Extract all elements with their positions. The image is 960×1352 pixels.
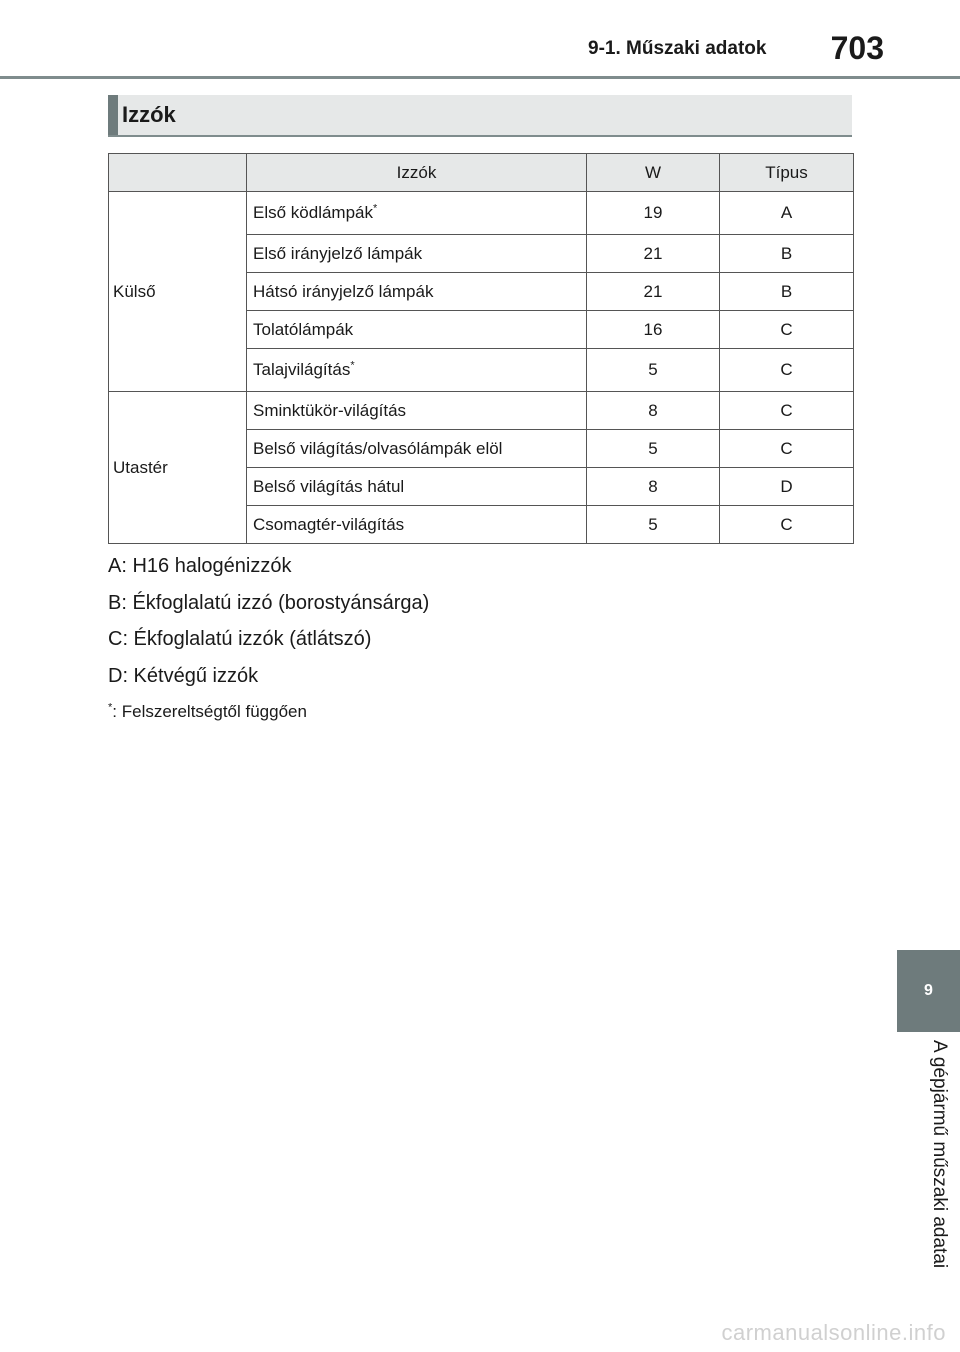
page-number: 703 <box>830 30 884 66</box>
bulb-watt: 5 <box>587 349 720 392</box>
column-header: Típus <box>720 154 854 192</box>
footnote-mark: * <box>108 701 113 714</box>
chapter-tab: 9 <box>897 950 960 1032</box>
footnote <box>108 698 429 735</box>
bulbs-table <box>108 153 854 544</box>
footnote-text: : Felszereltségtől függően <box>112 702 307 721</box>
bulb-watt: 8 <box>587 392 720 430</box>
bulb-type: C <box>720 430 854 468</box>
bulb-name: Belső világítás/olvasólámpák elöl <box>247 430 587 468</box>
table-header-row <box>109 154 854 192</box>
chapter-tab-label: A gépjármű műszaki adatai <box>929 1040 950 1269</box>
section-heading-title: Izzók <box>122 102 176 127</box>
section-title: 9-1. Műszaki adatok <box>588 38 767 59</box>
bulb-type: D <box>720 468 854 506</box>
legend-note: B: Ékfoglalatú izzó (borostyánsárga) <box>108 591 430 614</box>
bulb-name: Hátsó irányjelző lámpák <box>247 273 587 311</box>
table-row <box>109 192 854 235</box>
legend-note: C: Ékfoglalatú izzók (átlátszó) <box>108 628 372 650</box>
bulb-name: Első ködlámpák* <box>247 192 587 235</box>
column-header <box>109 154 247 192</box>
bulb-name: Sminktükör-világítás <box>247 392 587 430</box>
bulb-watt: 21 <box>587 235 720 273</box>
bulb-watt: 5 <box>587 430 720 468</box>
table-row <box>109 392 854 430</box>
footnote-mark: * <box>373 202 378 215</box>
legend-note: D: Kétvégű izzók <box>108 664 259 687</box>
bulb-name: Csomagtér-világítás <box>247 506 587 544</box>
bulb-name: Belső világítás hátul <box>247 468 587 506</box>
legend-notes <box>108 552 429 735</box>
bulb-watt: 8 <box>587 468 720 506</box>
bulb-watt: 5 <box>587 506 720 544</box>
bulb-watt: 16 <box>587 311 720 349</box>
bulb-type: C <box>720 311 854 349</box>
bulb-type: C <box>720 506 854 544</box>
bulb-type: C <box>720 349 854 392</box>
column-header: Izzók <box>247 154 587 192</box>
group-label: Külső <box>109 192 247 392</box>
bulb-name: Első irányjelző lámpák <box>247 235 587 273</box>
header-divider <box>0 76 960 79</box>
bulb-watt: 21 <box>587 273 720 311</box>
group-label: Utastér <box>109 392 247 544</box>
bulb-watt: 19 <box>587 192 720 235</box>
bulb-type: B <box>720 273 854 311</box>
section-heading <box>108 95 852 137</box>
section-heading-bar <box>108 95 118 135</box>
footnote-mark: * <box>350 359 355 372</box>
bulb-type: B <box>720 235 854 273</box>
legend-note: A: H16 halogénizzók <box>108 555 292 577</box>
bulb-type: C <box>720 392 854 430</box>
bulb-type: A <box>720 192 854 235</box>
column-header: W <box>587 154 720 192</box>
bulb-name: Talajvilágítás* <box>247 349 587 392</box>
bulb-name: Tolatólámpák <box>247 311 587 349</box>
watermark: carmanualsonline.info <box>721 1320 946 1345</box>
